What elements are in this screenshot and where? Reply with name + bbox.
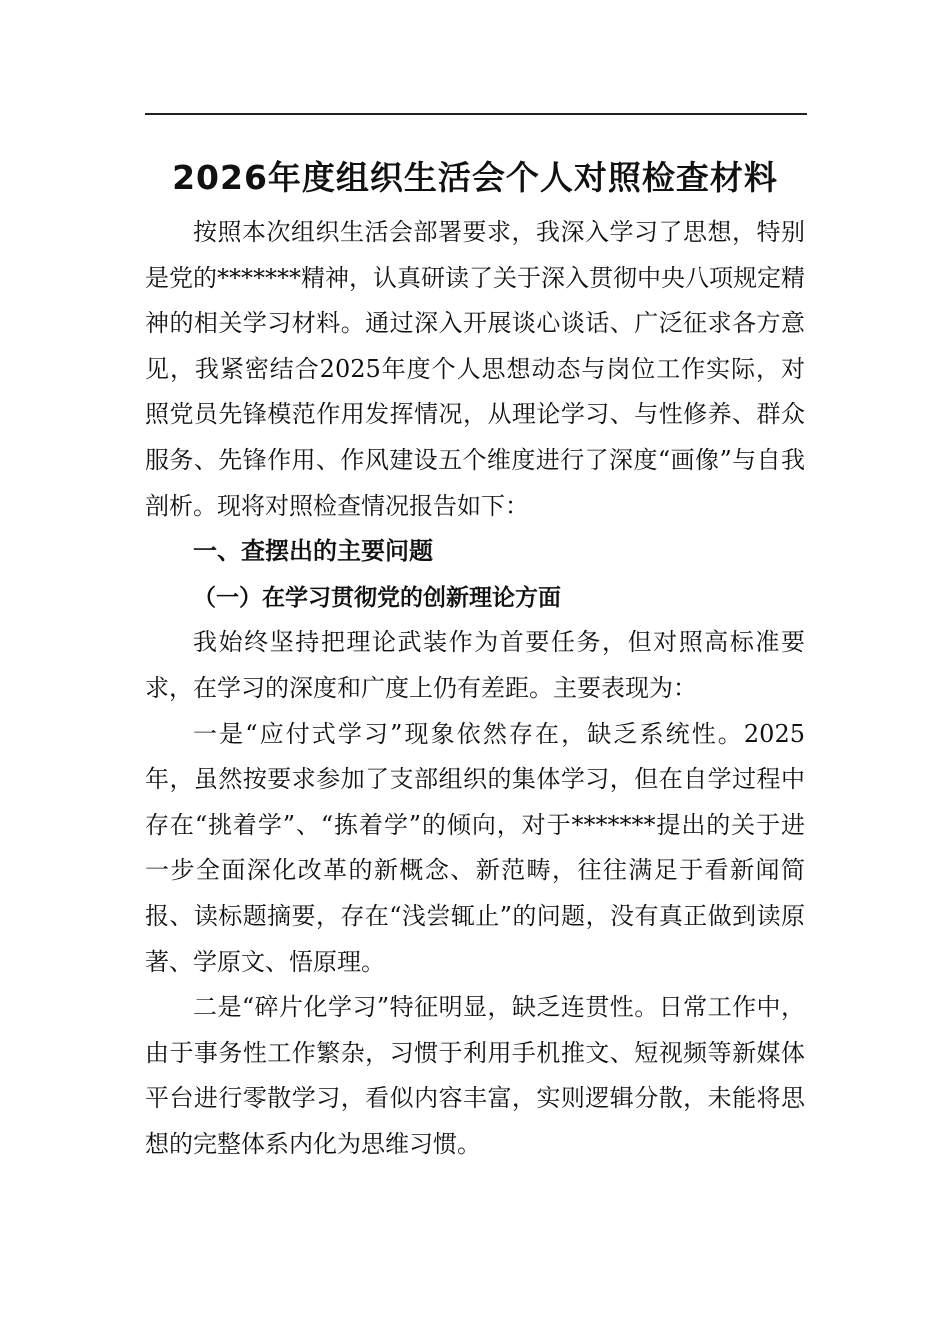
body-paragraph: 二是“碎片化学习”特征明显，缺乏连贯性。日常工作中，由于事务性工作繁杂，习惯于利用手机推文、短视频等新媒体平台进行零散学习，看似内容丰富，实则逻辑分散，未能将思想的完整体系内化为思维习惯。 [145, 993, 805, 1158]
intro-paragraph: 按照本次组织生活会部署要求，我深入学习了思想，特别是党的*******精神，认真研读了关于深入贯彻中央八项规定精神的相关学习材料。通过深入开展谈心谈话、广泛征求各方意见，我紧密结合2025年度个人思想动态与岗位工作实际，对照党员先锋模范作用发挥情况，从理论学习、与性修养、群众服务、先锋作用、作风建设五个维度进行了深度“画像”与自我剖析。现将对照检查情况报告如下： [145, 218, 805, 520]
header-rule [145, 113, 807, 115]
body-paragraph: 我始终坚持把理论武装作为首要任务，但对照高标准要求，在学习的深度和广度上仍有差距。主要表现为： [145, 628, 805, 702]
subsection-heading: （一）在学习贯彻党的创新理论方面 [193, 583, 561, 611]
document-title: 2026年度组织生活会个人对照检查材料 [172, 158, 778, 197]
body-paragraph: 一是“应付式学习”现象依然存在，缺乏系统性。2025年，虽然按要求参加了支部组织的集体学习，但在自学过程中存在“挑着学”、“拣着学”的倾向，对于*******提出的关于进一步全面深化改革的新概念、新范畴，往往满足于看新闻简报、读标题摘要，存在“浅尝辄止”的问题，没有真正做到读原著、学原文、悟原理。 [145, 719, 805, 976]
document-body [145, 210, 805, 1167]
section-heading: 一、查摆出的主要问题 [193, 537, 433, 566]
